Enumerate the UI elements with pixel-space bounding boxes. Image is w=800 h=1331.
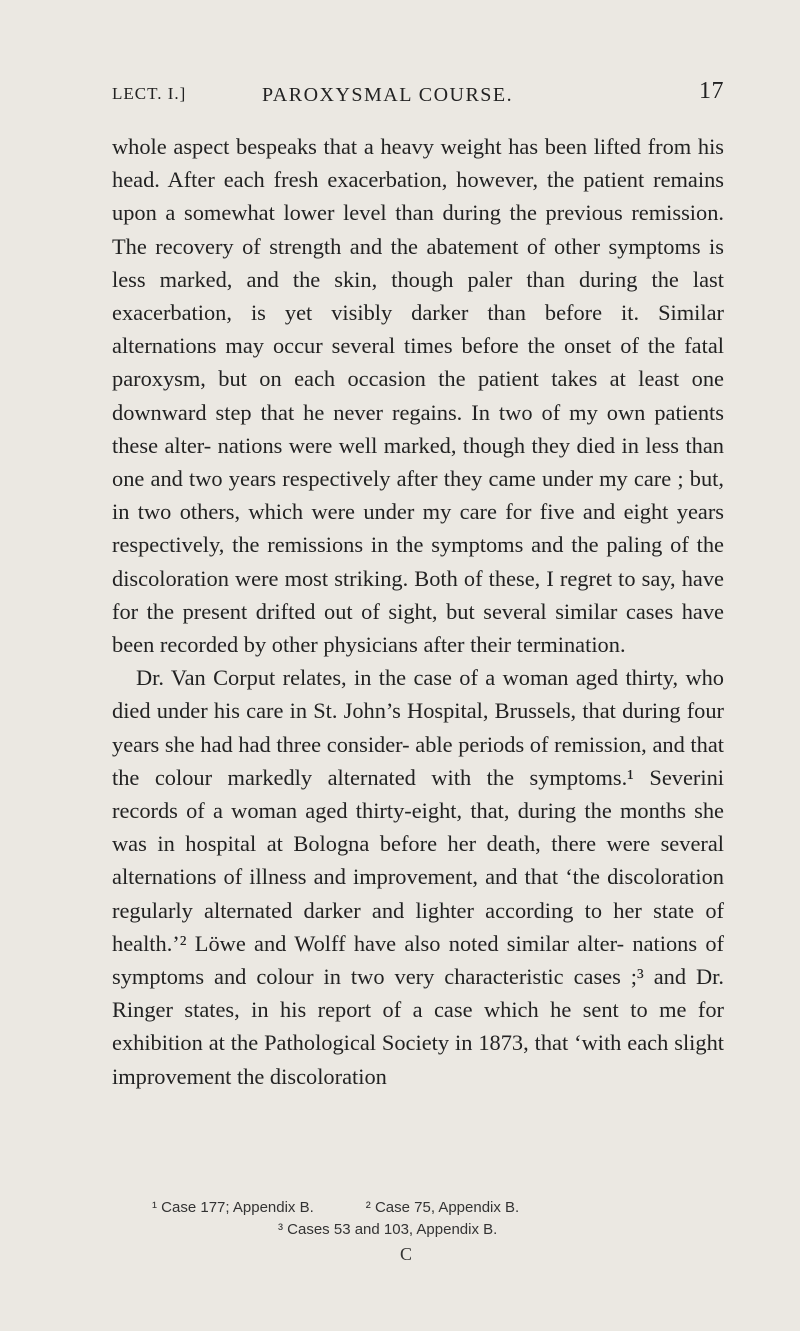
footnote-3: ³ Cases 53 and 103, Appendix B.: [278, 1221, 498, 1238]
paragraph-1: whole aspect bespeaks that a heavy weight has been lifted from his head. After each fresh exacerbation, however, the patient remains upon a somewhat lower level than during the previous remission. The recovery of strength and the abatement of other symptoms is less marked, and the skin, though paler than during the last exacerbation, is yet visibly darker than before it. Similar alternations may occur several times before the onset of the fatal paroxysm, but on each occasion the patient takes at least one downward step that he never regains. In two of my own patients these alter- nations were well marked, though they died in less than one and two years respectively after they came under my care ; but, in two others, which were under my care for five and eight years respectively, the remissions in the symptoms and the paling of the discoloration were most striking. Both of these, I regret to say, have for the present drifted out of sight, but several similar cases have been recorded by other physicians after their termination.: [112, 134, 724, 658]
body-text: [112, 130, 724, 1093]
footnote-line-1: [152, 1197, 519, 1219]
footnote-1: ¹ Case 177; Appendix B.: [152, 1199, 314, 1216]
footnote-2: ² Case 75, Appendix B.: [365, 1199, 520, 1216]
running-header: [112, 78, 724, 114]
signature-mark: C: [400, 1244, 413, 1264]
page-number: 17: [699, 78, 724, 104]
chapter-title: PAROXYSMAL COURSE.: [262, 84, 514, 106]
paragraph-2: Dr. Van Corput relates, in the case of a woman aged thirty, who died under his care in St. John’s Hospital, Brussels, that during four years she had had three consider- able periods of remission, and that the colour markedly alternated with the symptoms.¹ Severini records of a woman aged thirty-eight, that, during the months she was in hospital at Bologna before her death, there were several alternations of illness and improvement, and that ‘the discoloration regularly alternated darker and lighter according to her state of health.’² Löwe and Wolff have also noted similar alter- nations of symptoms and colour in two very characteristic cases ;³ and Dr. Ringer states, in his report of a case which he sent to me for exhibition at the Pathological Society in 1873, that ‘with each slight improvement the discoloration: [112, 665, 724, 1089]
lecture-label: LECT. I.]: [112, 84, 187, 103]
footnote-line-2: [278, 1219, 497, 1241]
